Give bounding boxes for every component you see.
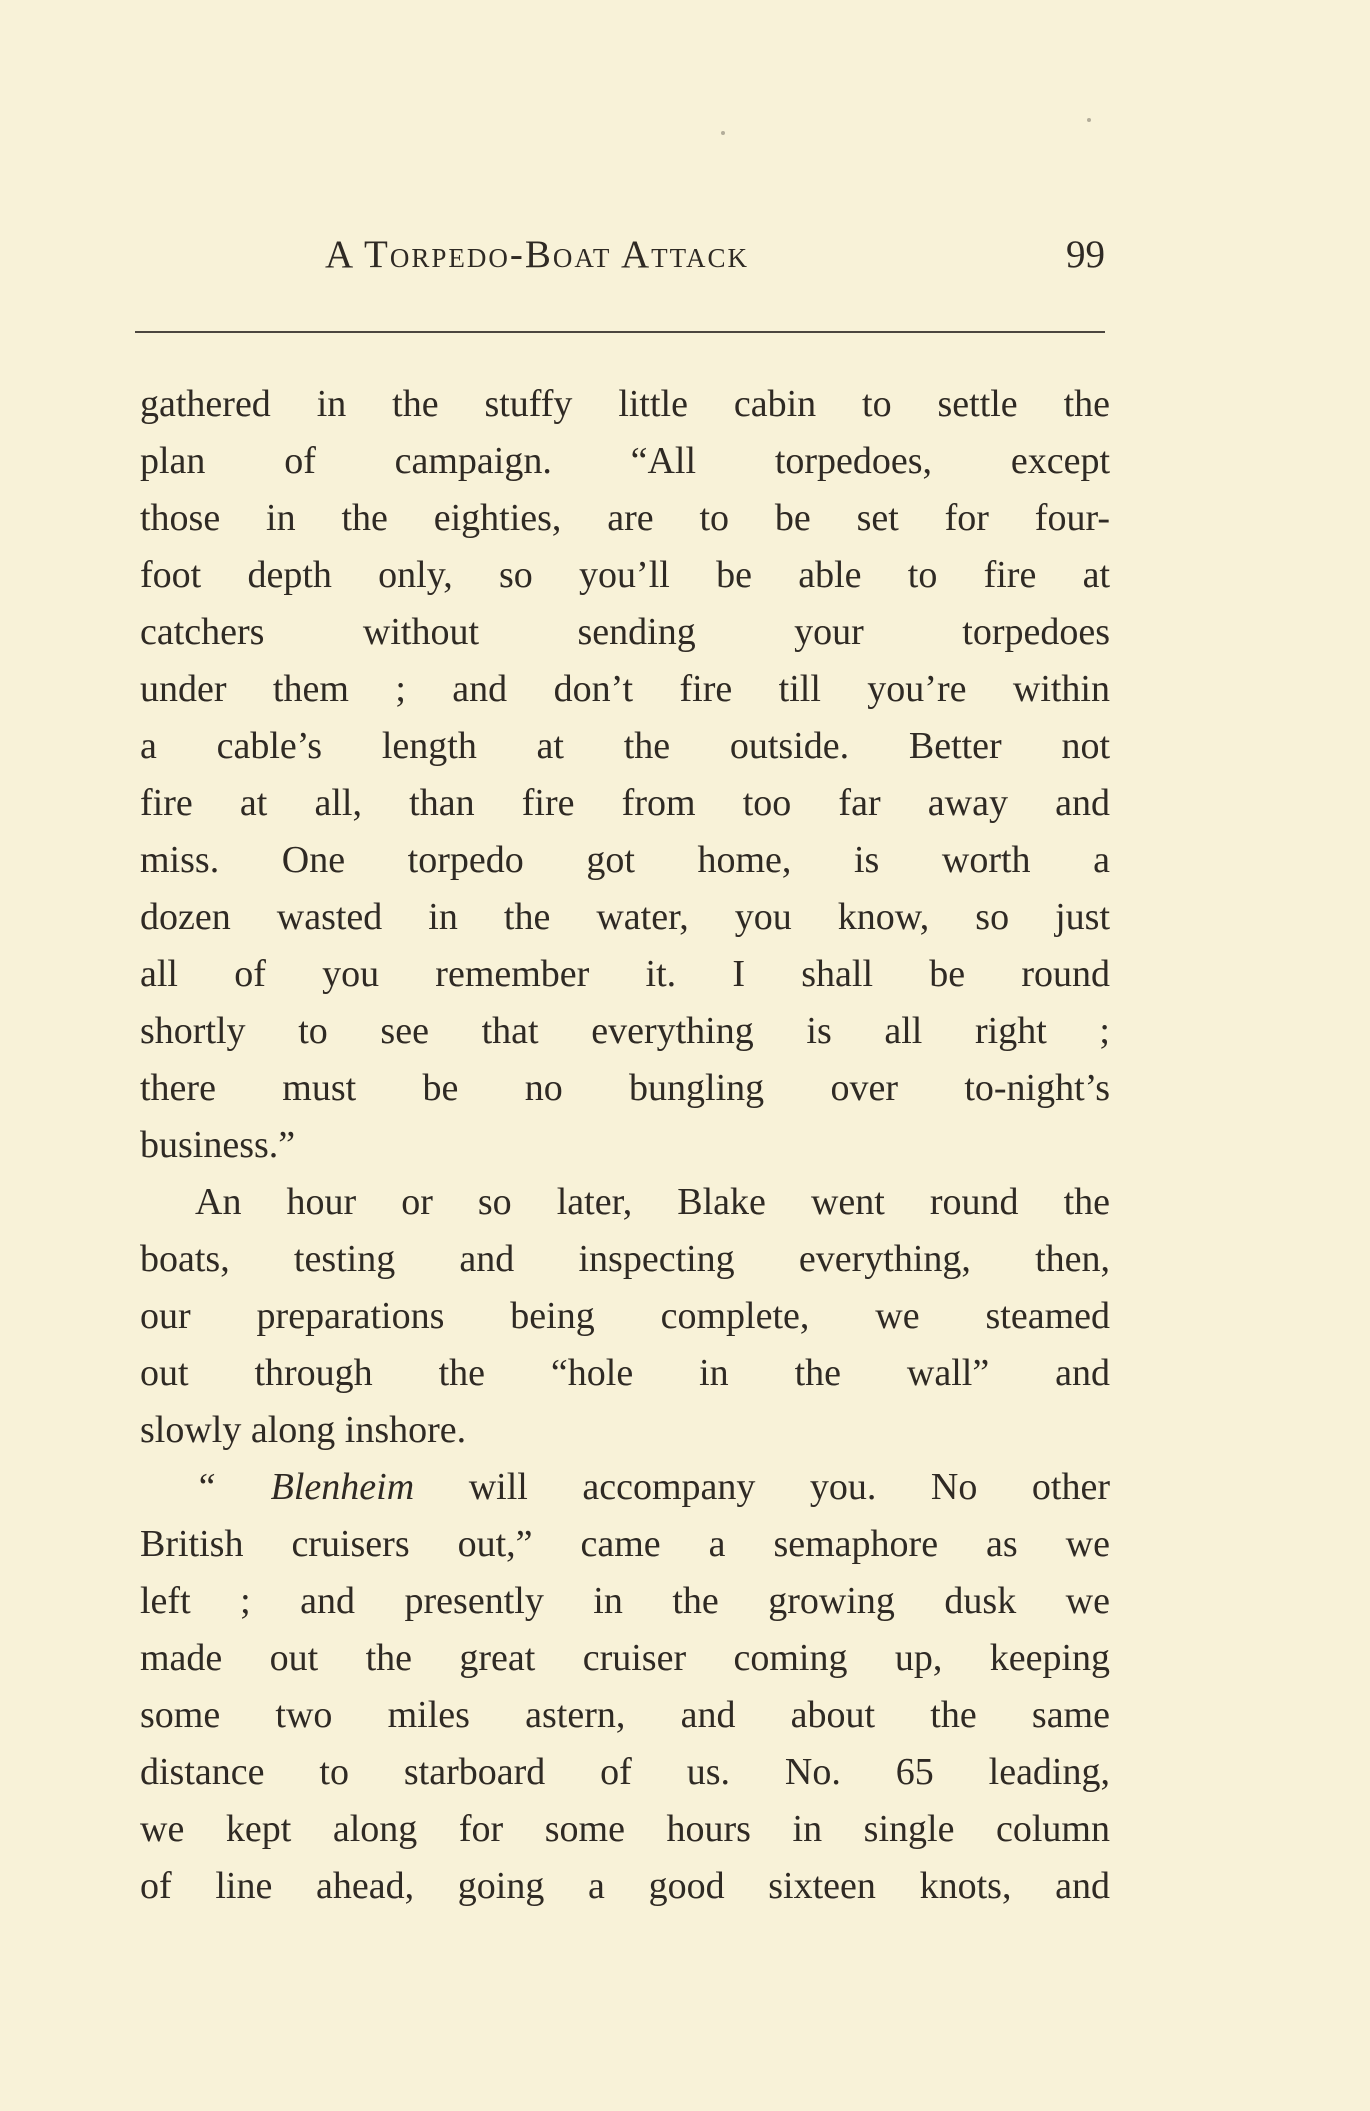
text-line: all of you remember it. I shall be round — [140, 953, 1110, 995]
text-line: British cruisers out,” came a semaphore as we — [140, 1523, 1110, 1565]
text-line: catchers without sending your torpedoes — [140, 611, 1110, 653]
running-title: A Torpedo-Boat Attack — [325, 233, 749, 276]
text-line: made out the great cruiser coming up, keeping — [140, 1637, 1110, 1679]
text-line: gathered in the stuffy little cabin to settle the — [140, 383, 1110, 425]
text-line: plan of campaign. “All torpedoes, except — [140, 440, 1110, 482]
text-line: our preparations being complete, we steamed — [140, 1295, 1110, 1337]
text-line: those in the eighties, are to be set for four- — [140, 497, 1110, 539]
text-line: boats, testing and inspecting everything, then, — [140, 1238, 1110, 1280]
paper-speck — [1087, 118, 1091, 122]
ship-name: “ Blenheim — [195, 1466, 415, 1508]
text-line: some two miles astern, and about the same — [140, 1694, 1110, 1736]
text-line: miss. One torpedo got home, is worth a — [140, 839, 1110, 881]
text-line: distance to starboard of us. No. 65 leading, — [140, 1751, 1110, 1793]
body-text — [140, 376, 1110, 1915]
text-line: fire at all, than fire from too far away and — [140, 782, 1110, 824]
page-number: 99 — [1066, 233, 1105, 276]
text-line: business.” — [140, 1124, 296, 1166]
text-line: An hour or so later, Blake went round the — [195, 1181, 1110, 1223]
text-line: of line ahead, going a good sixteen knots, and — [140, 1865, 1110, 1907]
text-line: a cable’s length at the outside. Better not — [140, 725, 1110, 767]
text-line: slowly along inshore. — [140, 1409, 467, 1451]
text-line: left ; and presently in the growing dusk we — [140, 1580, 1110, 1622]
text-fragment: will accompany you. No other — [468, 1466, 1110, 1508]
text-line: shortly to see that everything is all right ; — [140, 1010, 1110, 1052]
text-line: there must be no bungling over to-night’s — [140, 1067, 1110, 1109]
text-line: under them ; and don’t fire till you’re within — [140, 668, 1110, 710]
text-line: we kept along for some hours in single column — [140, 1808, 1110, 1850]
header-rule — [135, 331, 1105, 333]
text-line: out through the “hole in the wall” and — [140, 1352, 1110, 1394]
text-line: dozen wasted in the water, you know, so just — [140, 896, 1110, 938]
paper-speck — [721, 131, 725, 135]
text-line: foot depth only, so you’ll be able to fire at — [140, 554, 1110, 596]
page-header — [135, 232, 1105, 292]
text-line — [140, 1459, 1110, 1516]
